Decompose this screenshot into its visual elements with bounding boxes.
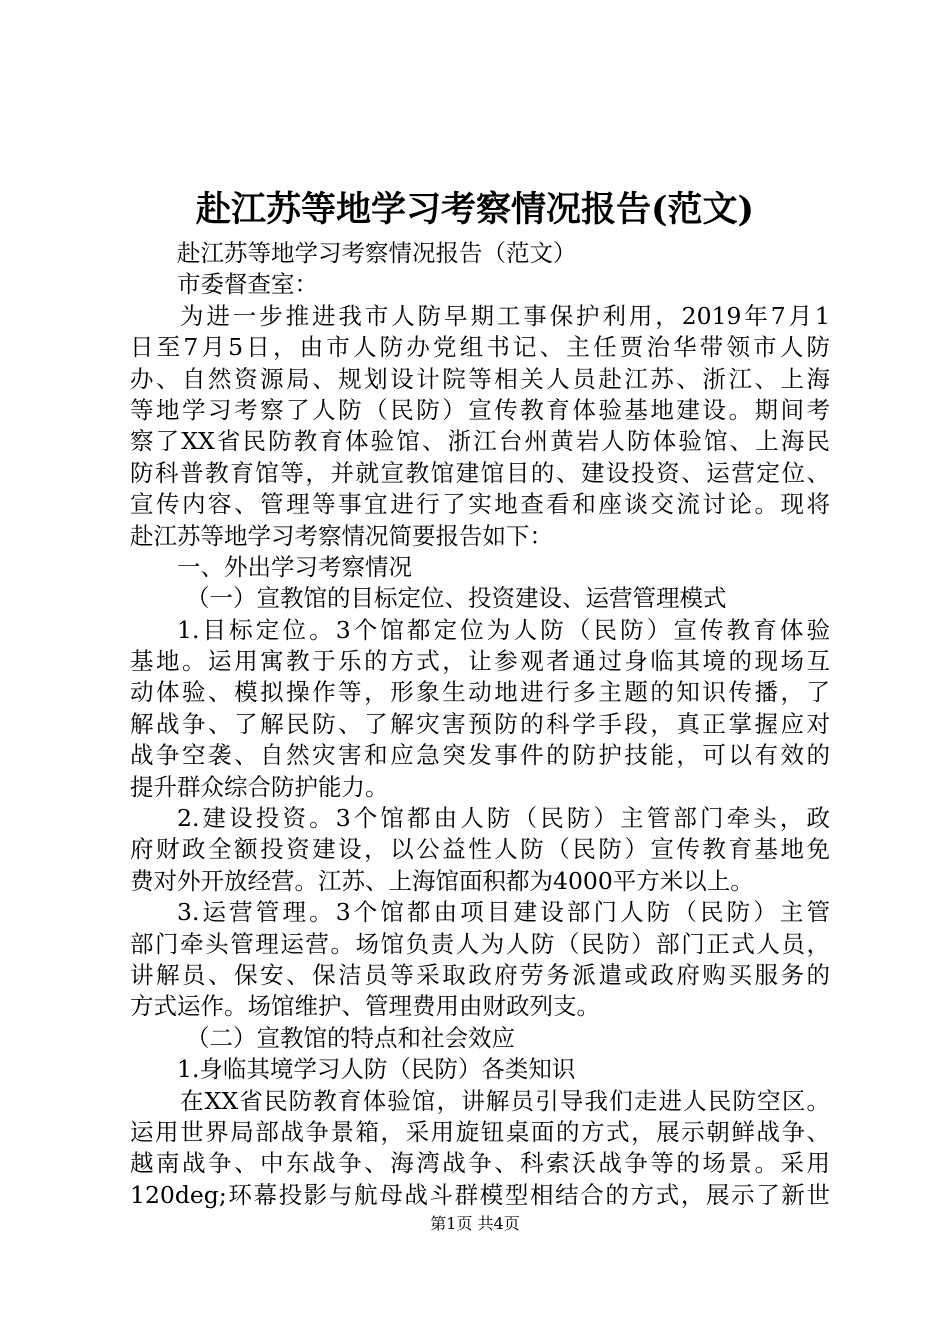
- item-heading: 1.身临其境学习人防（民防）各类知识: [177, 1055, 576, 1084]
- paragraph-line: 宣传内容、管理等事宜进行了实地查看和座谈交流讨论。现将: [130, 490, 830, 519]
- document-title: 赴江苏等地学习考察情况报告(范文): [195, 189, 755, 230]
- document-body: [130, 238, 830, 1211]
- paragraph-line: 赴江苏等地学习考察情况简要报告如下：: [130, 521, 553, 550]
- paragraph-line: 方式运作。场馆维护、管理费用由财政列支。: [130, 992, 600, 1021]
- paragraph-line: 办、自然资源局、规划设计院等相关人员赴江苏、浙江、上海: [130, 364, 830, 393]
- paragraph-line: 3.运营管理。3个馆都由项目建设部门人防（民防）主管: [177, 898, 830, 927]
- paragraph-line: 动体验、模拟操作等，形象生动地进行多主题的知识传播，了: [130, 678, 830, 707]
- paragraph-line: 察了XX省民防教育体验馆、浙江台州黄岩人防体验馆、上海民: [130, 427, 830, 456]
- paragraph-line: 运用世界局部战争景箱，采用旋钮桌面的方式，展示朝鲜战争、: [130, 1117, 830, 1146]
- subsection-heading: （二）宣教馆的特点和社会效应: [186, 1023, 515, 1052]
- subtitle-line: 赴江苏等地学习考察情况报告（范文）: [177, 239, 577, 267]
- paragraph-line: 提升群众综合防护能力。: [130, 772, 389, 801]
- paragraph-line: 1.目标定位。3个馆都定位为人防（民防）宣传教育体验: [177, 615, 830, 644]
- paragraph-line: 战争空袭、自然灾害和应急突发事件的防护技能，可以有效的: [130, 741, 830, 770]
- paragraph-line: 为进一步推进我市人防早期工事保护利用，2019年7月1: [180, 301, 830, 330]
- paragraph-line: 府财政全额投资建设，以公益性人防（民防）宣传教育基地免: [130, 835, 830, 864]
- paragraph-line: 120deg;环幕投影与航母战斗群模型相结合的方式，展示了新世: [130, 1180, 830, 1209]
- paragraph-line: 讲解员、保安、保洁员等采取政府劳务派遣或政府购买服务的: [130, 960, 830, 989]
- addressee-line: 市委督查室：: [177, 270, 318, 299]
- paragraph-line: 2.建设投资。3个馆都由人防（民防）主管部门牵头，政: [177, 804, 830, 833]
- paragraph-line: 基地。运用寓教于乐的方式，让参观者通过身临其境的现场互: [130, 647, 830, 676]
- subsection-heading: （一）宣教馆的目标定位、投资建设、运营管理模式: [186, 584, 727, 613]
- paragraph-line: 防科普教育馆等，并就宣教馆建馆目的、建设投资、运营定位、: [130, 458, 830, 487]
- paragraph-line: 解战争、了解民防、了解灾害预防的科学手段，真正掌握应对: [130, 709, 830, 738]
- paragraph-line: 在XX省民防教育体验馆，讲解员引导我们走进人民防空区。: [180, 1086, 830, 1115]
- paragraph-line: 越南战争、中东战争、海湾战争、科索沃战争等的场景。采用: [130, 1149, 830, 1178]
- page-footer: 第1页 共4页: [430, 1214, 520, 1233]
- paragraph-line: 费对外开放经营。江苏、上海馆面积都为4000平方米以上。: [130, 866, 754, 895]
- paragraph-line: 日至7月5日，由市人防办党组书记、主任贾治华带领市人防: [130, 333, 830, 362]
- paragraph-line: 部门牵头管理运营。场馆负责人为人防（民防）部门正式人员，: [130, 929, 830, 958]
- section-heading: 一、外出学习考察情况: [177, 552, 412, 581]
- paragraph-line: 等地学习考察了人防（民防）宣传教育体验基地建设。期间考: [130, 395, 830, 424]
